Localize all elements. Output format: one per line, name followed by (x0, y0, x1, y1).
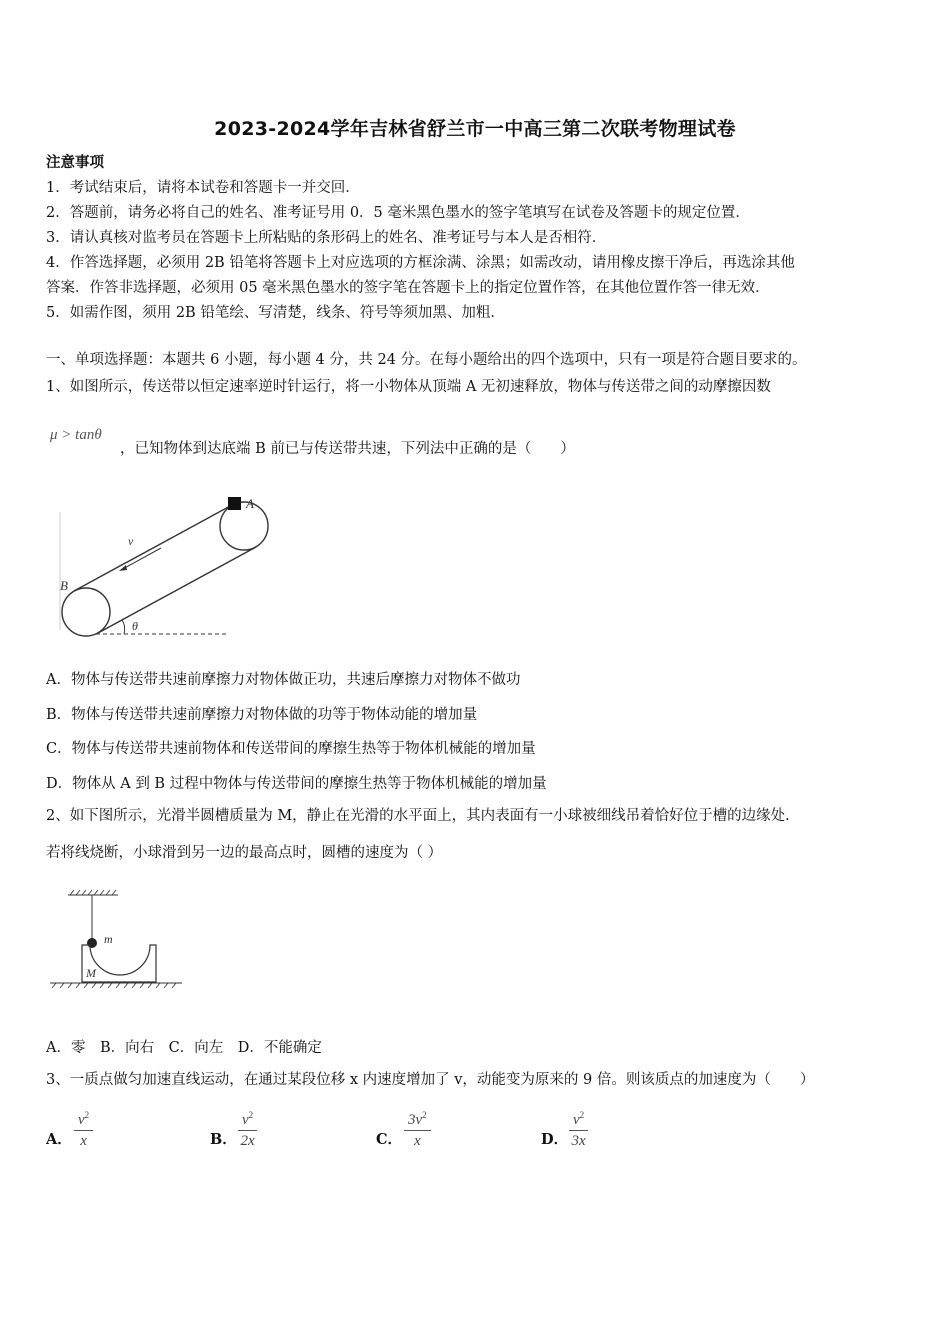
q3-option-c-label: C． (376, 1131, 403, 1148)
notice-item: 1．考试结束后，请将本试卷和答题卡一并交回． (46, 180, 360, 196)
label-b: B (60, 578, 68, 593)
q1-option-c: C．物体与传送带共速前物体和传送带间的摩擦生热等于物体机械能的增加量 (46, 741, 536, 757)
notice-item: 3．请认真核对监考员在答题卡上所粘贴的条形码上的姓名、准考证号与本人是否相符． (46, 230, 607, 246)
notice-heading: 注意事项 (46, 154, 104, 171)
q1-option-a: A．物体与传送带共速前摩擦力对物体做正功，共速后摩擦力对物体不做功 (46, 672, 521, 688)
conveyor-belt-figure (46, 490, 286, 645)
q2-stem-continued: 若将线烧断，小球滑到另一边的最高点时，圆槽的速度为（ ） (46, 845, 443, 861)
page-title: 2023-2024学年吉林省舒兰市一中高三第二次联考物理试卷 (214, 118, 736, 140)
q3-option-d-fraction: $\frac{v^2}{3x}$ (569, 1105, 588, 1151)
label-a: A (246, 496, 254, 511)
q3-option-a-fraction: $\frac{v^2}{x}$ (74, 1105, 93, 1151)
label-big-m: M (86, 966, 96, 980)
q3-option-a-label: A． (46, 1131, 72, 1148)
q1-formula: μ > tanθ (50, 427, 102, 443)
notice-item: 答案．作答非选择题，必须用 05 毫米黑色墨水的签字笔在答题卡上的指定位置作答，在其他位置作答一律无效． (46, 280, 770, 296)
q3-option-b-fraction: $\frac{v^2}{2x}$ (238, 1105, 257, 1151)
section-heading: 一、单项选择题：本题共 6 小题，每小题 4 分，共 24 分。在每小题给出的四个选项中，只有一项是符合题目要求的。 (46, 352, 807, 368)
notice-item: 4．作答选择题，必须用 2B 铅笔将答题卡上对应选项的方框涂满、涂黑；如需改动，请用橡皮擦干净后，再选涂其他 (46, 255, 795, 271)
half-cylinder-groove-figure (46, 885, 196, 995)
q1-option-b: B．物体与传送带共速前摩擦力对物体做的功等于物体动能的增加量 (46, 707, 478, 723)
label-v: v (128, 534, 134, 548)
notice-item: 5．如需作图，须用 2B 铅笔绘、写清楚，线条、符号等须加黑、加粗． (46, 305, 505, 321)
q3-option-c-fraction: $\frac{3v^2}{x}$ (404, 1105, 431, 1151)
q2-stem: 2、如下图所示，光滑半圆槽质量为 M，静止在光滑的水平面上，其内表面有一小球被细线吊着恰好位于槽的边缘处. (46, 808, 790, 824)
q2-options: A．零 B．向右 C．向左 D．不能确定 (46, 1040, 322, 1056)
notice-item: 2．答题前，请务必将自己的姓名、准考证号用 0．5 毫米黑色墨水的签字笔填写在试卷及答题卡的规定位置． (46, 205, 750, 221)
q1-stem: 1、如图所示，传送带以恒定速率逆时针运行，将一小物体从顶端 A 无初速释放，物体与传送带之间的动摩擦因数 (46, 379, 771, 395)
q3-option-d-label: D． (541, 1131, 569, 1148)
q3-option-b-label: B． (210, 1131, 237, 1148)
label-m: m (104, 932, 113, 946)
label-theta: θ (132, 619, 138, 633)
q1-stem-continued: ，已知物体到达底端 B 前已与传送带共速，下列法中正确的是（ ） (120, 441, 575, 457)
q3-stem: 3、一质点做匀加速直线运动，在通过某段位移 x 内速度增加了 v，动能变为原来的 9 倍。则该质点的加速度为（ ） (46, 1072, 815, 1088)
q1-option-d: D．物体从 A 到 B 过程中物体与传送带间的摩擦生热等于物体机械能的增加量 (46, 776, 547, 792)
